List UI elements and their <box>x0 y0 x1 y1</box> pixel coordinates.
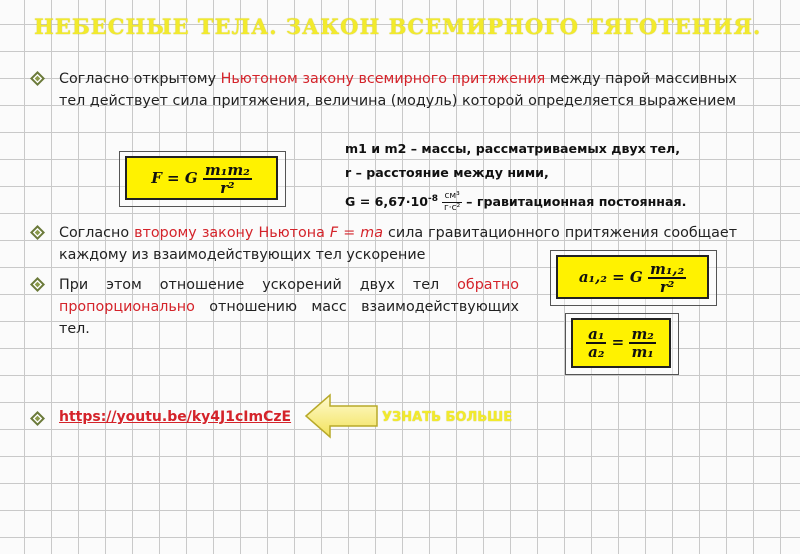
paragraph-acceleration-ratio <box>59 274 519 340</box>
g-unit-den: г·с² <box>444 203 461 214</box>
g-value: G = 6,67·10 <box>345 194 429 210</box>
formula-force-num: m₁m₂ <box>204 161 250 179</box>
formula-force <box>125 156 278 200</box>
formula-force-den: r² <box>220 179 235 197</box>
p1-text-pre: Согласно открытому <box>59 71 221 87</box>
diamond-bullet-icon <box>30 225 45 240</box>
p3-text-post: отношению масс взаимодействующих тел. <box>59 299 519 337</box>
g-description: – гравитационная постоянная. <box>461 194 687 210</box>
formula-acceleration <box>556 255 709 299</box>
ratio-m1: m₁ <box>631 343 654 361</box>
formula-notes <box>345 137 745 214</box>
formula-ratio <box>571 318 671 368</box>
p1-text-post: между парой массивных тел действует сила притяжения, величина (модуль) которой определяется выражением <box>59 71 737 109</box>
p2-text-pre: Согласно <box>59 225 135 241</box>
ratio-a1: a₁ <box>588 325 605 343</box>
p3-text-pre: При этом отношение ускорений двух тел <box>59 277 458 293</box>
formula-acceleration-num: m₁,₂ <box>649 260 685 278</box>
left-arrow-icon[interactable] <box>304 393 380 439</box>
note-masses: m1 и m2 – массы, рассматриваемых двух тел, <box>345 141 680 156</box>
formula-acceleration-lhs: a₁,₂ = G <box>578 268 643 286</box>
g-exponent: -8 <box>428 194 439 204</box>
p1-highlight: Ньютоном закону всемирного притяжения <box>220 71 546 87</box>
ratio-m2: m₂ <box>631 325 654 343</box>
formula-acceleration-den: r² <box>659 278 675 296</box>
p2-highlight: второму закону Ньютона <box>134 225 325 241</box>
ratio-a2: a₂ <box>588 343 605 361</box>
g-unit-num: см³ <box>444 191 460 202</box>
ratio-equals: = <box>611 333 625 351</box>
diamond-bullet-icon <box>30 71 45 86</box>
youtube-link[interactable]: https://youtu.be/ky4J1cImCzE <box>59 409 292 425</box>
p2-formula: F = ma <box>329 225 383 241</box>
diamond-bullet-icon <box>30 277 45 292</box>
diamond-bullet-icon <box>30 411 45 426</box>
paragraph-gravitation-law <box>59 68 737 112</box>
formula-force-lhs: F = G <box>151 169 198 187</box>
note-distance: r – расстояние между ними, <box>345 165 549 180</box>
p3-highlight: обратно пропорционально <box>59 277 519 315</box>
note-constant <box>345 189 745 214</box>
learn-more-label[interactable]: УЗНАТЬ БОЛЬШЕ <box>382 410 513 425</box>
p2-text-post: сила гравитационного притяжения сообщает каждому из взаимодействующих тел ускорение <box>59 225 738 263</box>
slide-title: НЕБЕСНЫЕ ТЕЛА. ЗАКОН ВСЕМИРНОГО ТЯГОТЕНИЯ. <box>34 14 762 39</box>
